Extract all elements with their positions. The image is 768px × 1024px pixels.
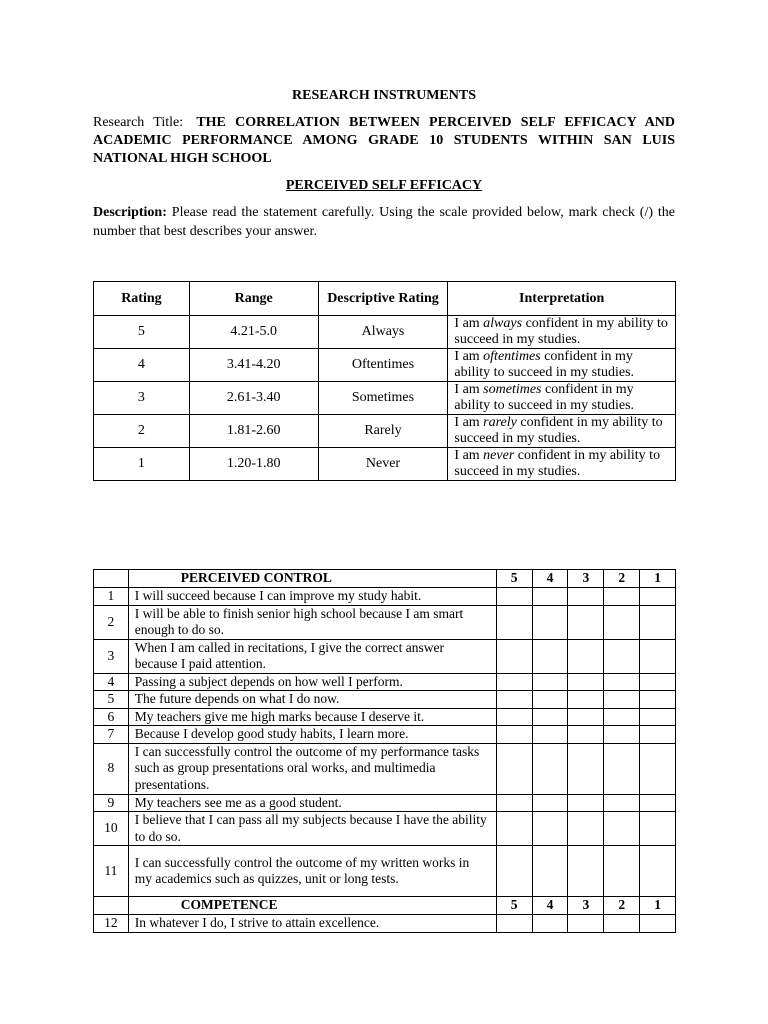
item-row <box>94 605 676 639</box>
rating-checkbox-4[interactable] <box>532 846 568 897</box>
rating-checkbox-1[interactable] <box>640 794 676 812</box>
scale-column-label: 4 <box>532 570 568 588</box>
interpretation-emphasis: never <box>483 448 515 463</box>
rating-checkbox-3[interactable] <box>568 812 604 846</box>
scale-column-label: 5 <box>496 570 532 588</box>
item-number: 4 <box>94 673 129 691</box>
item-statement: I believe that I can pass all my subjects because I have the ability to do so. <box>128 812 496 846</box>
scale-range-cell: 2.61-3.40 <box>189 382 318 415</box>
header-range: Range <box>189 282 318 316</box>
scale-column-label: 1 <box>640 570 676 588</box>
header-descriptive-rating: Descriptive Rating <box>318 282 448 316</box>
rating-checkbox-3[interactable] <box>568 639 604 673</box>
header-interpretation: Interpretation <box>448 282 676 316</box>
rating-checkbox-3[interactable] <box>568 726 604 744</box>
rating-checkbox-5[interactable] <box>496 726 532 744</box>
rating-checkbox-4[interactable] <box>532 639 568 673</box>
rating-checkbox-4[interactable] <box>532 794 568 812</box>
interpretation-text: confident in my ability to succeed in my studies. <box>454 415 663 446</box>
rating-checkbox-3[interactable] <box>568 846 604 897</box>
item-row <box>94 743 676 794</box>
item-statement: When I am called in recitations, I give the correct answer because I paid attention. <box>128 639 496 673</box>
item-number: 9 <box>94 794 129 812</box>
scale-interpretation-cell <box>448 415 676 448</box>
rating-checkbox-1[interactable] <box>640 915 676 933</box>
interpretation-text: I am <box>454 415 484 430</box>
rating-checkbox-4[interactable] <box>532 708 568 726</box>
item-number: 10 <box>94 812 129 846</box>
scale-range-cell: 4.21-5.0 <box>189 316 318 349</box>
item-row <box>94 846 676 897</box>
item-number: 7 <box>94 726 129 744</box>
scale-row <box>94 349 676 382</box>
interpretation-text: confident in my ability to succeed in my studies. <box>454 349 635 380</box>
scale-rating-cell: 2 <box>94 415 190 448</box>
rating-checkbox-4[interactable] <box>532 588 568 606</box>
scale-descriptive-cell: Oftentimes <box>318 349 448 382</box>
interpretation-text: confident in my ability to succeed in my studies. <box>454 448 661 479</box>
scale-rating-cell: 3 <box>94 382 190 415</box>
rating-checkbox-4[interactable] <box>532 605 568 639</box>
item-row <box>94 915 676 933</box>
scale-row <box>94 316 676 349</box>
section-header-blank <box>94 897 129 915</box>
document-title: RESEARCH INSTRUMENTS <box>292 88 476 103</box>
rating-checkbox-4[interactable] <box>532 673 568 691</box>
rating-checkbox-5[interactable] <box>496 639 532 673</box>
rating-checkbox-2[interactable] <box>604 743 640 794</box>
scale-descriptive-cell: Never <box>318 448 448 481</box>
rating-checkbox-2[interactable] <box>604 812 640 846</box>
item-row <box>94 691 676 709</box>
rating-checkbox-4[interactable] <box>532 691 568 709</box>
rating-checkbox-1[interactable] <box>640 708 676 726</box>
scale-column-label: 2 <box>604 570 640 588</box>
research-title <box>93 114 675 168</box>
rating-checkbox-2[interactable] <box>604 726 640 744</box>
rating-checkbox-2[interactable] <box>604 639 640 673</box>
rating-checkbox-5[interactable] <box>496 588 532 606</box>
description-label: Description: <box>93 205 167 220</box>
rating-checkbox-2[interactable] <box>604 846 640 897</box>
rating-checkbox-3[interactable] <box>568 691 604 709</box>
research-title-label: Research Title: <box>93 115 184 130</box>
section-header-row <box>94 570 676 588</box>
section-name: COMPETENCE <box>128 897 496 915</box>
scale-descriptive-cell: Always <box>318 316 448 349</box>
item-statement: I can successfully control the outcome of my written works in my academics such as quizzes, unit or long tests. <box>128 846 496 897</box>
rating-checkbox-1[interactable] <box>640 588 676 606</box>
rating-checkbox-2[interactable] <box>604 588 640 606</box>
interpretation-text: I am <box>454 448 484 463</box>
section-title: PERCEIVED SELF EFFICACY <box>285 178 483 193</box>
item-number: 3 <box>94 639 129 673</box>
interpretation-text: I am <box>454 382 484 397</box>
item-number: 8 <box>94 743 129 794</box>
item-statement: My teachers see me as a good student. <box>128 794 496 812</box>
rating-checkbox-2[interactable] <box>604 794 640 812</box>
rating-scale-header-row <box>94 282 676 316</box>
item-row <box>94 794 676 812</box>
interpretation-emphasis: always <box>483 316 523 331</box>
scale-descriptive-cell: Rarely <box>318 415 448 448</box>
description-text: Please read the statement carefully. Using the scale provided below, mark check (/) the number that best describes your answer. <box>93 205 675 239</box>
section-name: PERCEIVED CONTROL <box>128 570 496 588</box>
rating-checkbox-2[interactable] <box>604 915 640 933</box>
item-row <box>94 588 676 606</box>
rating-checkbox-5[interactable] <box>496 812 532 846</box>
rating-checkbox-1[interactable] <box>640 846 676 897</box>
item-row <box>94 708 676 726</box>
document-page <box>93 86 675 241</box>
item-statement: Passing a subject depends on how well I perform. <box>128 673 496 691</box>
rating-checkbox-5[interactable] <box>496 794 532 812</box>
rating-checkbox-4[interactable] <box>532 812 568 846</box>
research-title-text: THE CORRELATION BETWEEN PERCEIVED SELF EFFICACY AND ACADEMIC PERFORMANCE AMONG GRADE 10 STUDENTS WITHIN SAN LUIS NATIONAL HIGH SCHOOL <box>93 115 675 166</box>
rating-checkbox-4[interactable] <box>532 726 568 744</box>
rating-checkbox-4[interactable] <box>532 915 568 933</box>
scale-column-label: 1 <box>640 897 676 915</box>
section-header-blank <box>94 570 129 588</box>
header-rating: Rating <box>94 282 190 316</box>
rating-checkbox-1[interactable] <box>640 605 676 639</box>
item-row <box>94 726 676 744</box>
scale-rating-cell: 1 <box>94 448 190 481</box>
item-statement: The future depends on what I do now. <box>128 691 496 709</box>
scale-interpretation-cell <box>448 382 676 415</box>
rating-checkbox-5[interactable] <box>496 691 532 709</box>
item-number: 1 <box>94 588 129 606</box>
scale-range-cell: 1.20-1.80 <box>189 448 318 481</box>
scale-descriptive-cell: Sometimes <box>318 382 448 415</box>
rating-checkbox-5[interactable] <box>496 915 532 933</box>
rating-checkbox-1[interactable] <box>640 726 676 744</box>
item-statement: Because I develop good study habits, I learn more. <box>128 726 496 744</box>
rating-checkbox-2[interactable] <box>604 605 640 639</box>
item-number: 6 <box>94 708 129 726</box>
rating-checkbox-5[interactable] <box>496 846 532 897</box>
description <box>93 203 675 241</box>
scale-rating-cell: 5 <box>94 316 190 349</box>
item-row <box>94 812 676 846</box>
item-row <box>94 639 676 673</box>
scale-range-cell: 1.81-2.60 <box>189 415 318 448</box>
item-number: 12 <box>94 915 129 933</box>
rating-checkbox-2[interactable] <box>604 708 640 726</box>
perceived-self-efficacy-items-table <box>93 569 676 933</box>
item-row <box>94 673 676 691</box>
scale-column-label: 4 <box>532 897 568 915</box>
rating-checkbox-5[interactable] <box>496 605 532 639</box>
rating-checkbox-3[interactable] <box>568 588 604 606</box>
rating-checkbox-5[interactable] <box>496 743 532 794</box>
interpretation-emphasis: oftentimes <box>483 349 541 364</box>
item-statement: I can successfully control the outcome of my performance tasks such as group presentations oral works, and multimedia presentations. <box>128 743 496 794</box>
rating-checkbox-1[interactable] <box>640 743 676 794</box>
interpretation-emphasis: sometimes <box>483 382 542 397</box>
interpretation-text: I am <box>454 349 484 364</box>
section-header-row <box>94 897 676 915</box>
scale-row <box>94 382 676 415</box>
rating-checkbox-2[interactable] <box>604 691 640 709</box>
rating-checkbox-2[interactable] <box>604 673 640 691</box>
scale-column-label: 3 <box>568 570 604 588</box>
item-statement: In whatever I do, I strive to attain excellence. <box>128 915 496 933</box>
interpretation-text: confident in my ability to succeed in my studies. <box>454 316 668 347</box>
scale-row <box>94 415 676 448</box>
interpretation-text: confident in my ability to succeed in my studies. <box>454 382 635 413</box>
scale-interpretation-cell <box>448 349 676 382</box>
rating-scale-table <box>93 281 676 481</box>
rating-checkbox-1[interactable] <box>640 691 676 709</box>
scale-column-label: 2 <box>604 897 640 915</box>
rating-checkbox-1[interactable] <box>640 812 676 846</box>
scale-range-cell: 3.41-4.20 <box>189 349 318 382</box>
scale-column-label: 3 <box>568 897 604 915</box>
interpretation-text: I am <box>454 316 484 331</box>
interpretation-emphasis: rarely <box>483 415 517 430</box>
scale-interpretation-cell <box>448 448 676 481</box>
rating-checkbox-3[interactable] <box>568 708 604 726</box>
scale-interpretation-cell <box>448 316 676 349</box>
rating-checkbox-3[interactable] <box>568 915 604 933</box>
rating-checkbox-3[interactable] <box>568 605 604 639</box>
rating-checkbox-3[interactable] <box>568 794 604 812</box>
rating-checkbox-5[interactable] <box>496 708 532 726</box>
item-number: 5 <box>94 691 129 709</box>
item-number: 11 <box>94 846 129 897</box>
item-statement: I will succeed because I can improve my study habit. <box>128 588 496 606</box>
item-statement: I will be able to finish senior high school because I am smart enough to do so. <box>128 605 496 639</box>
rating-checkbox-4[interactable] <box>532 743 568 794</box>
item-statement: My teachers give me high marks because I deserve it. <box>128 708 496 726</box>
item-number: 2 <box>94 605 129 639</box>
rating-checkbox-1[interactable] <box>640 673 676 691</box>
scale-rating-cell: 4 <box>94 349 190 382</box>
rating-checkbox-5[interactable] <box>496 673 532 691</box>
scale-row <box>94 448 676 481</box>
rating-checkbox-3[interactable] <box>568 743 604 794</box>
scale-column-label: 5 <box>496 897 532 915</box>
rating-checkbox-3[interactable] <box>568 673 604 691</box>
rating-checkbox-1[interactable] <box>640 639 676 673</box>
